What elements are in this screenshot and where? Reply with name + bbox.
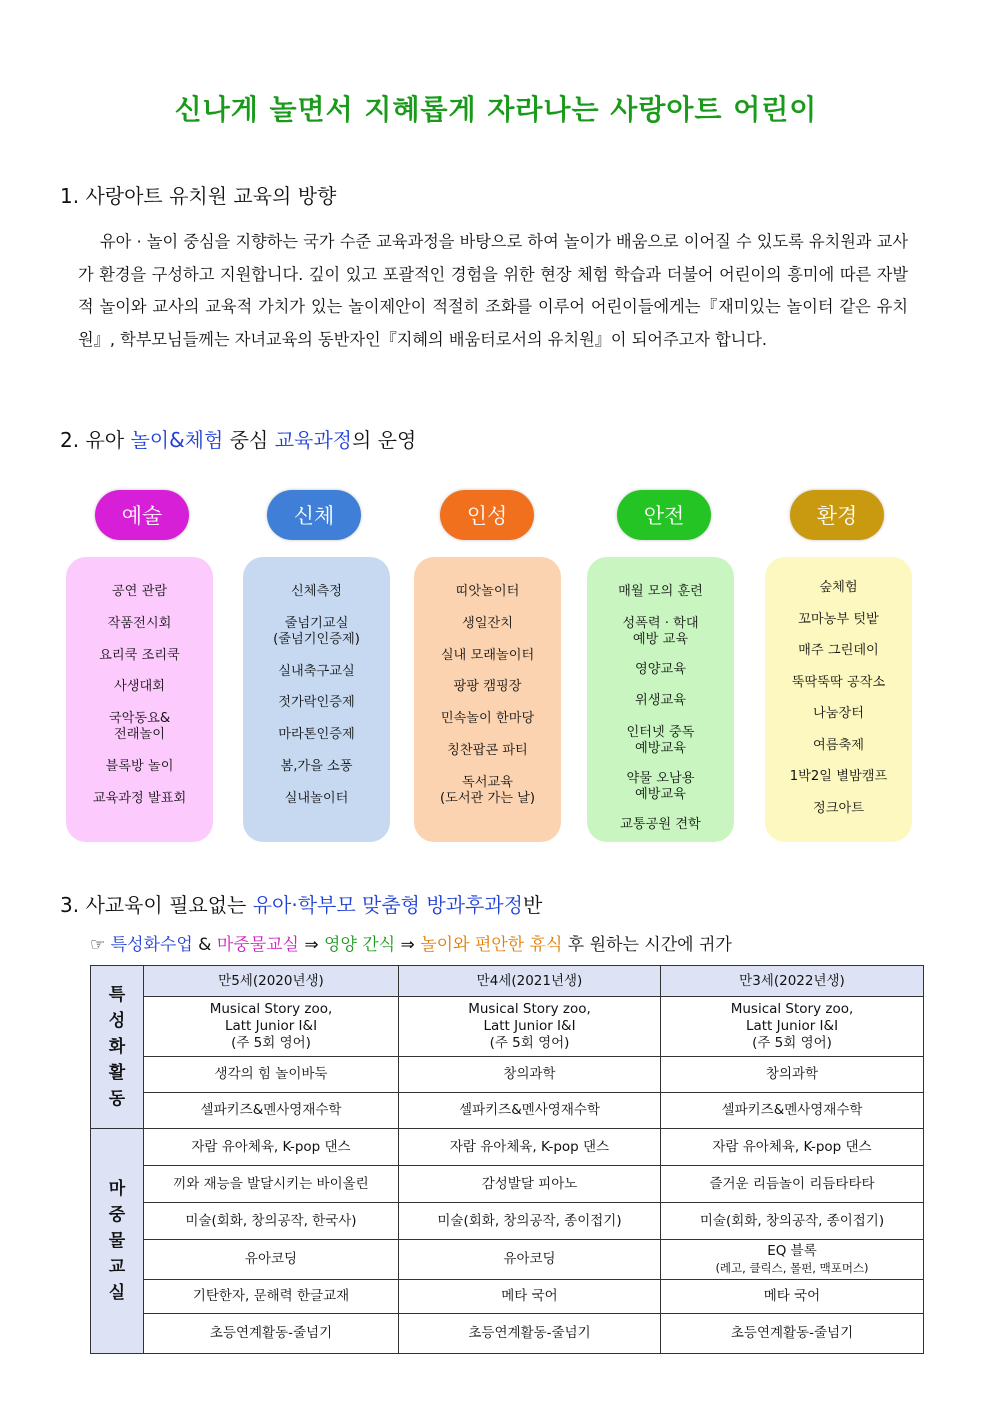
table-row [91, 1166, 924, 1203]
sub-tail: 후 원하는 시간에 귀가 [562, 935, 732, 955]
category-item: 나눔장터 [813, 706, 864, 721]
table-cell: 셀파키즈&멘사영재수학 [399, 1093, 661, 1129]
category-item: 팡팡 캠핑장 [453, 679, 522, 695]
table-cell: 미술(회화, 창의공작, 한국사) [144, 1203, 399, 1240]
table-cell: 감성발달 피아노 [399, 1166, 661, 1203]
category-pill-4: 환경 [790, 490, 884, 540]
table-row [91, 1093, 924, 1129]
table-cell: 초등연계활동-줄넘기 [399, 1314, 661, 1354]
category-item: 정크아트 [813, 800, 864, 816]
category-item: 1박2일 별밤캠프 [789, 769, 888, 784]
category-item: 사생대회 [114, 679, 165, 695]
section2-heading-pre: 2. 유아 [60, 428, 131, 452]
eq-block-sub: (레고, 클릭스, 몰펀, 맥포머스) [715, 1260, 869, 1275]
category-item: 실내 모래놀이터 [440, 647, 535, 663]
category-item: 마라톤인증제 [278, 727, 355, 743]
category-card-4 [765, 557, 912, 842]
page-title: 신나게 놀면서 지혜롭게 자라나는 사랑아트 어린이 [174, 93, 818, 126]
table-cell: Musical Story zoo, Latt Junior I&I (주 5회 영어) [399, 997, 661, 1057]
category-pill-3: 안전 [617, 490, 711, 540]
table-cell: EQ 블록 (레고, 클릭스, 몰펀, 맥포머스) [661, 1240, 924, 1280]
table-header-row [91, 966, 924, 997]
section2-heading-highlight-curriculum: 교육과정 [274, 428, 352, 452]
category-item: 실내놀이터 [284, 790, 349, 806]
table-cell: 미술(회화, 창의공작, 종이접기) [661, 1203, 924, 1240]
category-item: 위생교육 [635, 693, 686, 709]
category-item: 신체측정 [291, 584, 342, 599]
table-cell: 셀파키즈&멘사영재수학 [144, 1093, 399, 1129]
table-cell: 초등연계활동-줄넘기 [144, 1314, 399, 1354]
sub-majungmul-class: 마중물교실 [216, 935, 299, 955]
table-cell: Musical Story zoo, Latt Junior I&I (주 5회 영어) [144, 997, 399, 1057]
table-row [91, 1280, 924, 1314]
category-item: 칭찬팝콘 파티 [447, 742, 528, 758]
category-pill-1: 신체 [267, 490, 361, 540]
category-item: 약물 오남용 예방교육 [626, 770, 695, 802]
category-item: 젓가락인증제 [278, 695, 355, 711]
afterschool-table [90, 965, 924, 1354]
section1-paragraph [78, 226, 908, 356]
pointing-hand-icon: ☞ [90, 935, 111, 955]
table-cell: 기탄한자, 문해력 한글교재 [144, 1280, 399, 1314]
category-item: 뚝딱뚝딱 공작소 [791, 674, 886, 690]
category-item: 민속놀이 한마당 [440, 711, 535, 727]
table-row [91, 1240, 924, 1280]
table-cell: 유아코딩 [144, 1240, 399, 1280]
table-cell: 초등연계활동-줄넘기 [661, 1314, 924, 1354]
table-row [91, 1203, 924, 1240]
table-cell: 자람 유아체육, K-pop 댄스 [144, 1129, 399, 1166]
category-item: 국악동요& 전래놀이 [108, 711, 171, 743]
table-cell: 메타 국어 [661, 1280, 924, 1314]
table-cell: 유아코딩 [399, 1240, 661, 1280]
category-item: 줄넘기교실 (줄넘기인증제) [273, 615, 360, 647]
table-cell: 끼와 재능을 발달시키는 바이올린 [144, 1166, 399, 1203]
category-item: 공연 관람 [111, 584, 168, 599]
table-row [91, 1129, 924, 1166]
section3-heading-post: 반 [522, 893, 543, 917]
category-item: 숲체험 [819, 580, 858, 595]
category-item: 독서교육 (도서관 가는 날) [439, 774, 536, 806]
sub-specialized-class: 특성화수업 [110, 935, 193, 955]
category-item: 교육과정 발표회 [92, 790, 187, 806]
sub-rest: 놀이와 편안한 휴식 [420, 935, 563, 955]
section3-subline [90, 930, 732, 955]
section2-heading-mid: 중심 [223, 428, 275, 452]
category-item: 실내축구교실 [278, 663, 355, 679]
group-label-specialized: 특 성 화 활 동 [91, 966, 144, 1129]
category-pill-2: 인성 [440, 490, 534, 540]
table-row [91, 1057, 924, 1093]
table-row [91, 997, 924, 1057]
category-card-2 [414, 557, 561, 842]
category-pill-0: 예술 [95, 490, 189, 540]
category-item: 매주 그린데이 [798, 643, 879, 658]
table-row [91, 1314, 924, 1354]
category-item: 요리쿡 조리쿡 [99, 647, 180, 663]
category-item: 블록방 놀이 [105, 758, 174, 774]
category-card-3 [587, 557, 734, 842]
right-arrow-icon: ⇒ [298, 935, 325, 955]
category-item: 띠앗놀이터 [455, 584, 520, 599]
group-label-majungmul: 마 중 물 교 실 [91, 1129, 144, 1354]
table-cell: 자람 유아체육, K-pop 댄스 [399, 1129, 661, 1166]
category-item: 매월 모의 훈련 [618, 584, 703, 599]
category-card-1 [243, 557, 390, 842]
category-item: 성폭력 · 학대 예방 교육 [622, 615, 699, 647]
table-header-cell: 만3세(2022년생) [661, 966, 924, 997]
table-cell: Musical Story zoo, Latt Junior I&I (주 5회 영어) [661, 997, 924, 1057]
table-cell: 자람 유아체육, K-pop 댄스 [661, 1129, 924, 1166]
table-header-cell: 만5세(2020년생) [144, 966, 399, 997]
category-item: 영양교육 [635, 661, 686, 677]
category-item: 교통공원 견학 [620, 816, 701, 832]
category-item: 꼬마농부 텃밭 [798, 611, 879, 627]
section2-heading-highlight-play: 놀이&체험 [130, 428, 224, 452]
category-item: 생일잔치 [462, 615, 513, 631]
sub-snack: 영양 간식 [324, 935, 396, 955]
section3-heading-pre: 3. 사교육이 필요없는 [60, 893, 253, 917]
table-header-cell: 만4세(2021년생) [399, 966, 661, 997]
category-item: 봄,가을 소풍 [280, 758, 353, 774]
table-cell: 생각의 힘 놀이바둑 [144, 1057, 399, 1093]
sub-amp: & [192, 935, 217, 955]
category-item: 인터넷 중독 예방교육 [626, 725, 695, 757]
section3-heading-highlight: 유아·학부모 맞춤형 방과후과정 [252, 893, 523, 917]
table-cell: 즐거운 리듬놀이 리듬타타타 [661, 1166, 924, 1203]
table-cell: 미술(회화, 창의공작, 종이접기) [399, 1203, 661, 1240]
section1-paragraph-text: 유아 · 놀이 중심을 지향하는 국가 수준 교육과정을 바탕으로 하여 놀이가 배움으로 이어질 수 있도록 유치원과 교사가 환경을 구성하고 지원합니다. 깊이 있고 포괄적인 경험을 위한 현장 체험 학습과 더불어 어린이의 흥미에 따른 자발적 놀이와 교사의 교육적 가치가 있는 놀이제안이 적절히 조화를 이루어 어린이들에게는『재미있는 놀이터 같은 유치원』, 학부모님들께는 자녀교육의 동반자인『지혜의 배움터로서의 유치원』이 되어주고자 합니다. [78, 232, 908, 349]
section2-heading-post: 의 운영 [351, 428, 417, 452]
section2-heading [60, 424, 416, 453]
table-cell: 셀파키즈&멘사영재수학 [661, 1093, 924, 1129]
category-card-0 [66, 557, 213, 842]
table-cell: 메타 국어 [399, 1280, 661, 1314]
right-arrow-icon: ⇒ [395, 935, 421, 955]
category-item: 여름축제 [813, 737, 864, 753]
table-cell: 창의과학 [661, 1057, 924, 1093]
section3-heading [60, 889, 542, 918]
section1-heading: 1. 사랑아트 유치원 교육의 방향 [60, 184, 337, 208]
table-cell: 창의과학 [399, 1057, 661, 1093]
category-item: 작품전시회 [107, 615, 172, 631]
